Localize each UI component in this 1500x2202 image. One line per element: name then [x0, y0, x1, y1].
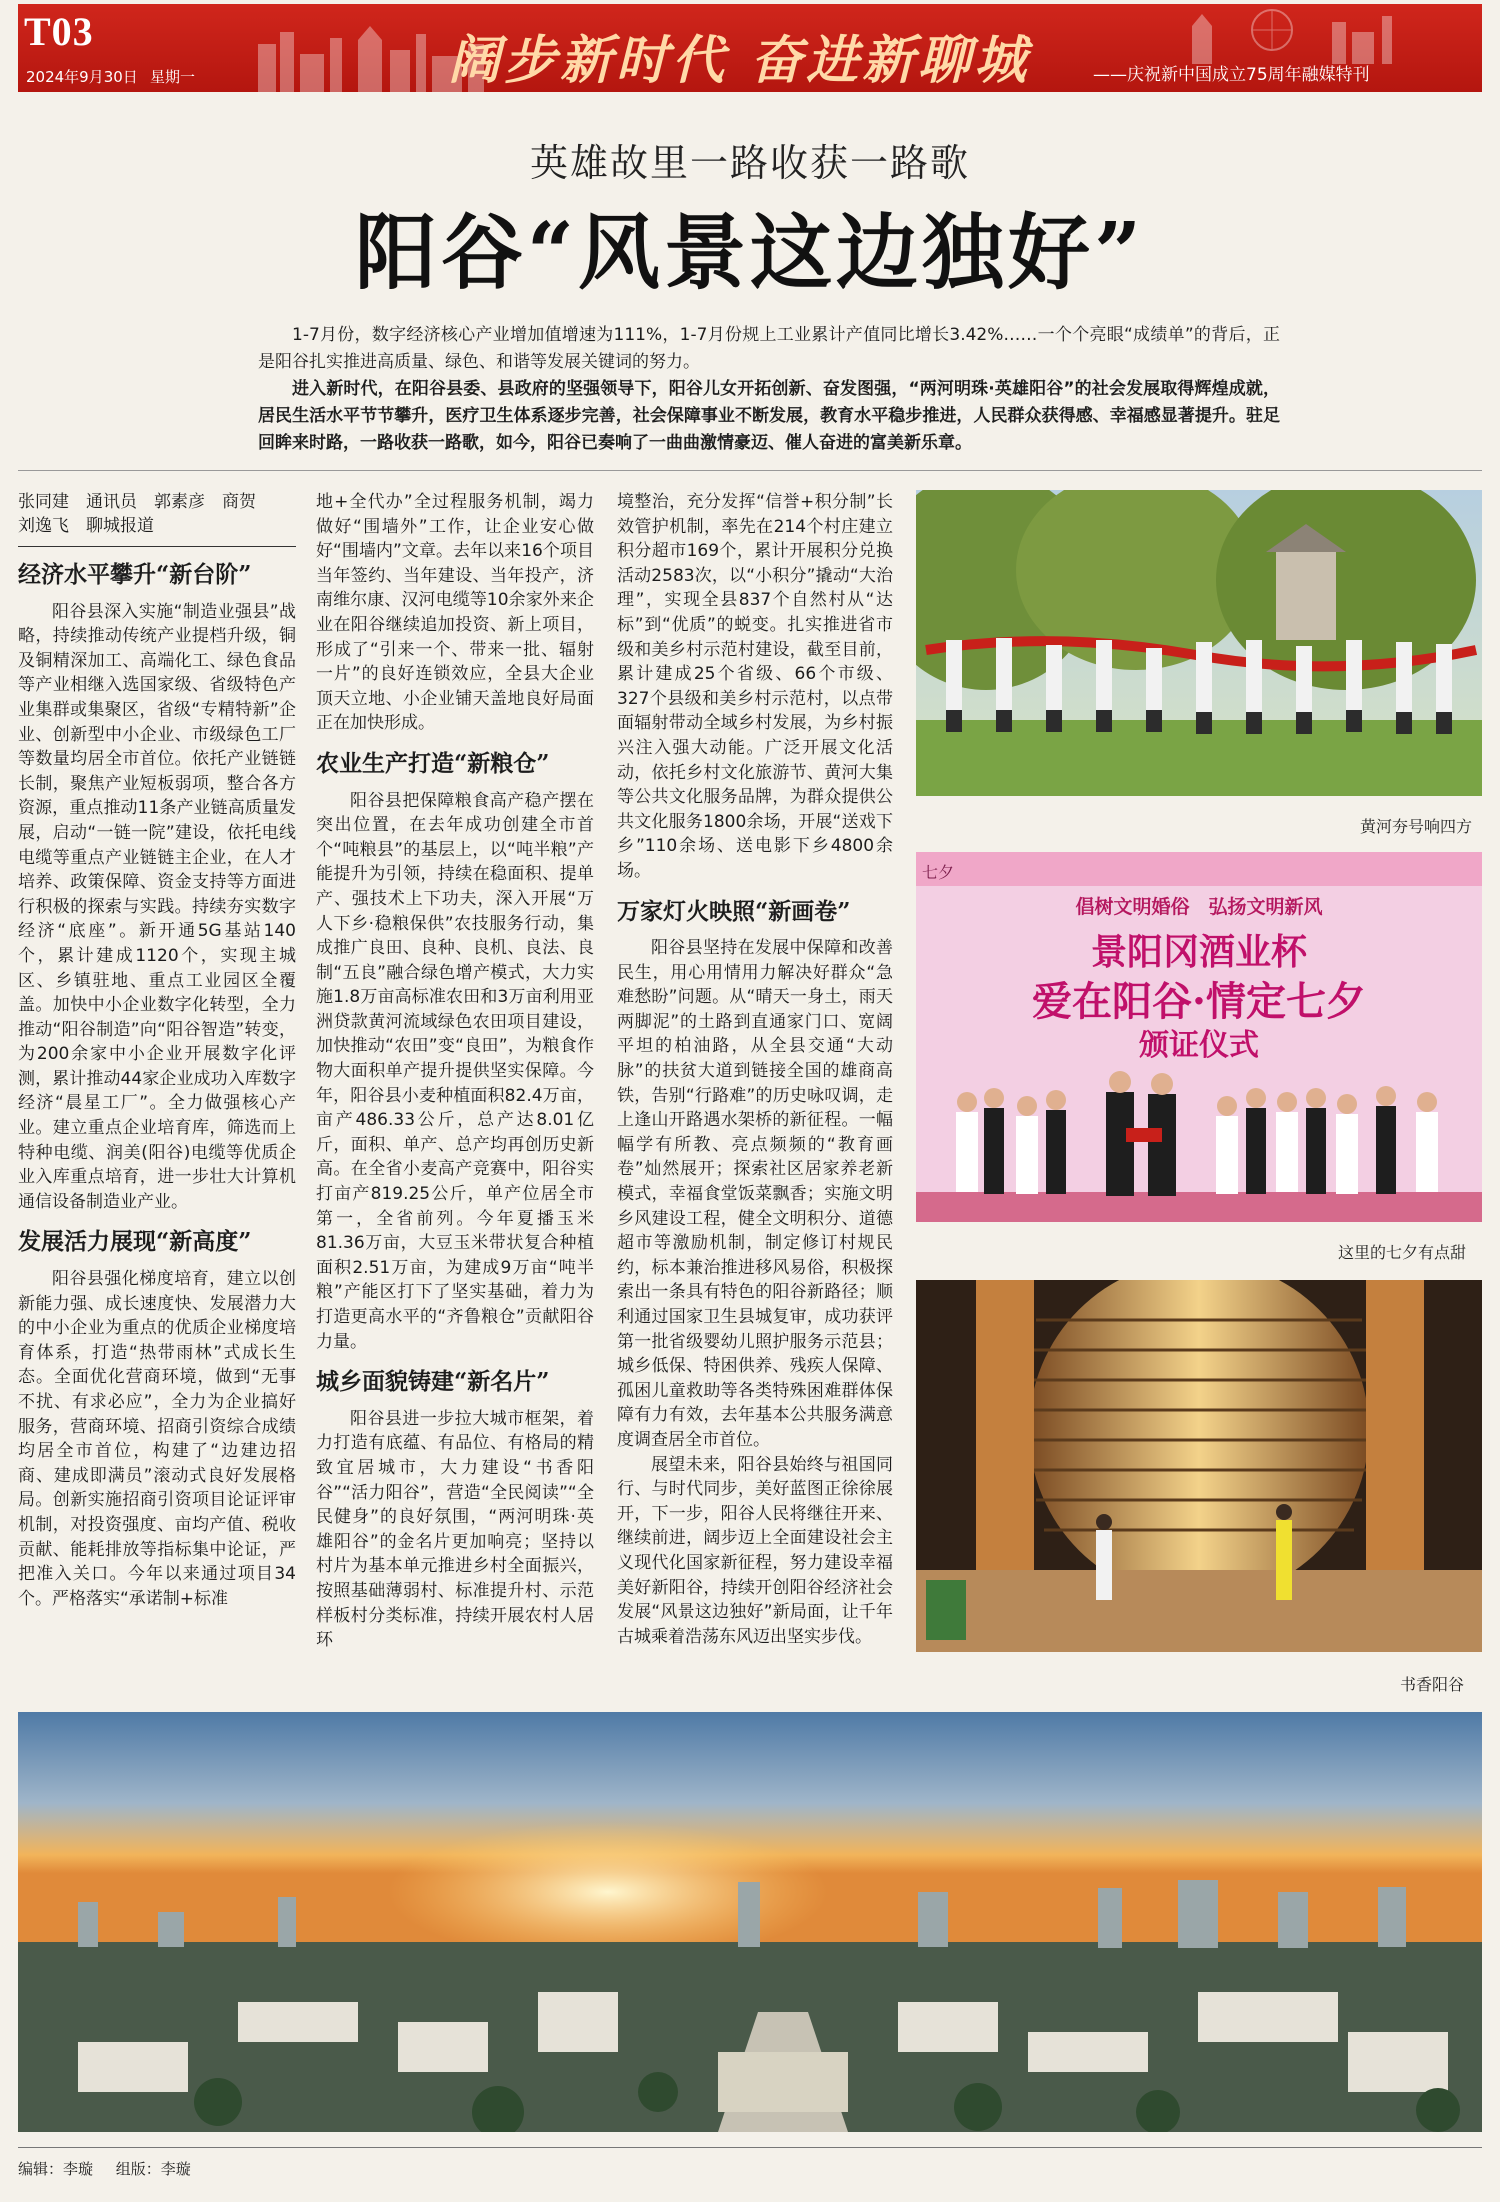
- section-heading: 发展活力展现“新高度”: [18, 1228, 252, 1256]
- body-paragraph: 阳谷县把保障粮食高产稳产摆在突出位置，在去年成功创建全市首个“吨粮县”的基层上，以“吨半粮”产能提升为引领，持续在稳面积、提单产、强技术上下功夫，深入开展“万人下乡·稳粮保供”农技服务行动，集成推广良田、良种、良机、良法、良制“五良”融合绿色增产模式，大力实施1.8万亩高标准农田和3万亩利用亚洲贷款黄河流域绿色农田项目建设，加快推动“农田”变“良田”，为粮食作物大面积单产提升提供坚实保障。今年，阳谷县小麦种植面积82.4万亩，亩产486.33公斤，总产达8.01亿斤，面积、单产、总产均再创历史新高。在全省小麦高产竞赛中，阳谷实打亩产819.25公斤，单产位居全市第一，全省前列。今年夏播玉米81.36万亩，大豆玉米带状复合种植面积2.51万亩，为建成9万亩“吨半粮”产能区打下了坚实基础，着力为打造更高水平的“齐鲁粮仓”贡献阳谷力量。: [316, 790, 594, 1352]
- body-paragraph: 地+全代办”全过程服务机制，竭力做好“围墙外”工作，让企业安心做好“围墙内”文章。去年以来16个项目当年签约、当年建设、当年投产，济南维尔康、汉河电缆等10余家外来企业在阳谷继续追加投资、新上项目，形成了“引来一个、带来一批、辐射一片”的良好连锁效应，全县大企业顶天立地、小企业铺天盖地良好局面正在加快形成。: [316, 492, 594, 734]
- body-paragraph: 阳谷县坚持在发展中保障和改善民生，用心用情用力解决好群众“急难愁盼”问题。从“晴天一身土，雨天两脚泥”的土路到直通家门口、宽阔平坦的柏油路，从全县交通“大动脉”的扶贫大道到链接全国的雄商高铁，告别“行路难”的历史咏叹调，走上逢山开路遇水架桥的新征程。一幅幅学有所教、亮点频频的“教育画卷”灿然展开；探索社区居家养老新模式，幸福食堂饭菜飘香；实施文明乡风建设工程，健全文明积分、道德超市等激励机制，制定修订村规民约，标本兼治推进移风易俗，积极探索出一条具有特色的阳谷新路径；顺利通过国家卫生县城复审，成功获评第一批省级婴幼儿照护服务示范县；城乡低保、特困供养、残疾人保障、孤困儿童救助等各类特殊困难群体保障有力有效，去年基本公共服务满意度调查居全市首位。: [617, 938, 893, 1450]
- banner-slogan: 阔步新时代 奋进新聊城: [448, 30, 1031, 91]
- article-headline: 阳谷“风景这边独好”: [354, 205, 1146, 301]
- section-heading: 万家灯火映照“新画卷”: [617, 897, 851, 925]
- body-paragraph: 展望未来，阳谷县始终与祖国同行、与时代同步，美好蓝图正徐徐展开，下一步，阳谷人民将继往开来、继续前进，阔步迈上全面建设社会主义现代化国家新征程，努力建设幸福美好新阳谷，持续开创阳谷经济社会发展“风景这边独好”新局面，让千年古城乘着浩荡东风迈出坚实步伐。: [617, 1454, 893, 1647]
- text-column-1: [18, 490, 296, 1611]
- weekday: 星期一: [150, 68, 196, 86]
- byline-line-2: 刘逸飞 聊城报道: [18, 516, 154, 536]
- section-heading: 经济水平攀升“新台阶”: [18, 561, 252, 588]
- photo-city-panorama: [18, 1712, 1482, 2132]
- body-paragraph: 阳谷县进一步拉大城市框架，着力打造有底蕴、有品位、有格局的精致宜居城市，大力建设“书香阳谷”“活力阳谷”，营造“全民阅读”“全民健身”的良好氛围，“两河明珠·英雄阳谷”的金名片更加响亮；坚持以村片为基本单元推进乡村全面振兴，按照基础薄弱村、标准提升村、示范样板村分类标准，持续开展农村人居环: [316, 1408, 594, 1651]
- photo-bookstore: [916, 1280, 1482, 1652]
- photo-caption: 这里的七夕有点甜: [1338, 1243, 1467, 1262]
- lead-paragraph-1: 1-7月份，数字经济核心产业增加值增速为111%，1-7月份规上工业累计产值同比增长3.42%……一个个亮眼“成绩单”的背后，正是阳谷扎实推进高质量、绿色、和谐等发展关键词的努力。: [258, 325, 1280, 372]
- editor-credit: 编辑：李璇: [18, 2160, 94, 2178]
- footer-credits: [18, 2158, 209, 2179]
- section-heading: 城乡面貌铸建“新名片”: [316, 1368, 550, 1396]
- divider: [18, 470, 1482, 471]
- banner-sign-line-2: 爱在阳谷·情定七夕: [1032, 978, 1366, 1025]
- text-column-3: [617, 490, 893, 1649]
- banner-top-text: 倡树文明婚俗 弘扬文明新风: [1075, 896, 1323, 918]
- section-heading: 农业生产打造“新粮仓”: [316, 749, 550, 777]
- banner-small-text: 七夕: [922, 863, 955, 882]
- photo-caption: 黄河夯号响四方: [1360, 817, 1473, 836]
- photo-yellow-river-chant: [916, 490, 1482, 796]
- text-column-2: [316, 490, 594, 1653]
- header-banner: [18, 4, 1482, 92]
- body-paragraph: 阳谷县深入实施“制造业强县”战略，持续推动传统产业提档升级，铜及铜精深加工、高端化工、绿色食品等产业相继入选国家级、省级特色产业集群或集聚区，省级“专精特新”企业、创新型中小企业、市级绿色工厂等数量均居全市首位。依托产业链链长制，聚焦产业短板弱项，整合各方资源，重点推动11条产业链高质量发展，启动“一链一院”建设，依托电线电缆等重点产业链链主企业，在人才培养、政策保障、资金支持等方面进行积极的探索与实践。持续夯实数字经济“底座”。新开通5G基站140个，累计建成1120个，实现主城区、乡镇驻地、重点工业园区全覆盖。加快中小企业数字化转型，全力推动“阳谷制造”向“阳谷智造”转变，为200余家中小企业开展数字化评测，累计推动44家企业成功入库数字经济“晨星工厂”。全力做强核心产业。建立重点企业培育库，筛选而上特种电缆、润美(阳谷)电缆等优质企业入库重点培育，进一步壮大计算机通信设备制造业产业。: [18, 601, 296, 1212]
- photo-qixi-ceremony: [916, 852, 1482, 1222]
- byline-line-1: 张同建 通讯员 郭素彦 商贺: [18, 492, 256, 512]
- lead-paragraph-2: 进入新时代，在阳谷县委、县政府的坚强领导下，阳谷儿女开拓创新、奋发图强，“两河明珠·英雄阳谷”的社会发展取得辉煌成就，居民生活水平节节攀升，医疗卫生体系逐步完善，社会保障事业不断发展，教育水平稳步推进，人民群众获得感、幸福感显著提升。驻足回眸来时路，一路收获一路歌，如今，阳谷已奏响了一曲曲激情豪迈、催人奋进的富美新乐章。: [258, 379, 1280, 453]
- special-edition-label: ——庆祝新中国成立75周年融媒特刊: [1093, 65, 1370, 85]
- byline: [18, 490, 296, 547]
- body-paragraph: 阳谷县强化梯度培育，建立以创新能力强、成长速度快、发展潜力大的中小企业为重点的优质企业梯度培育体系，打造“热带雨林”式成长生态。全面优化营商环境，做到“无事不扰、有求必应”，全力为企业搞好服务，营商环境、招商引资综合成绩均居全市首位，构建了“边建边招商、建成即满员”滚动式良好发展格局。创新实施招商引资项目论证评审机制，对投资强度、亩均产值、税收贡献、能耗排放等指标集中论证，严把准入关口。今年以来通过项目34个。严格落实“承诺制+标准: [18, 1269, 296, 1609]
- ferris-wheel-decoration: [1132, 4, 1462, 64]
- page-code: T03: [24, 9, 94, 54]
- body-paragraph: 境整治，充分发挥“信誉+积分制”长效管护机制，率先在214个村庄建立积分超市169个，累计开展积分兑换活动2583次，以“小积分”撬动“大治理”，实现全县837个自然村从“达标”到“优质”的蜕变。扎实推进省市级和美乡村示范村建设，截至目前，累计建成25个省级、66个市级、327个县级和美乡村示范村，以点带面辐射带动全域乡村发展，为乡村振兴注入强大动能。广泛开展文化活动，依托乡村文化旅游节、黄河大集等公共文化服务品牌，为群众提供公共文化服务1800余场，开展“送戏下乡”110余场、送电影下乡4800余场。: [617, 492, 893, 881]
- issue-date: 2024年9月30日: [26, 68, 138, 86]
- article-kicker: 英雄故里一路收获一路歌: [529, 141, 970, 185]
- layout-credit: 组版：李璇: [115, 2160, 191, 2178]
- banner-sign-line-1: 景阳冈酒业杯: [1090, 931, 1307, 973]
- footer-divider: [18, 2147, 1482, 2148]
- ceremony-couples-illustration: [916, 1042, 1482, 1222]
- article-lead: [258, 322, 1280, 457]
- banner-sign-line-3: 颁证仪式: [1139, 1028, 1259, 1063]
- photo-caption: 书香阳谷: [1400, 1675, 1465, 1694]
